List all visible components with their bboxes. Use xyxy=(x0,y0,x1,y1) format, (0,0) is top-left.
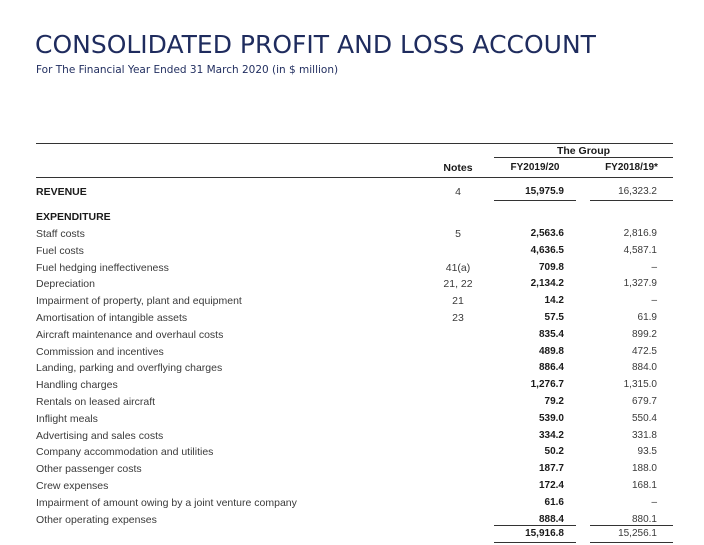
line-item-current: 4,636.5 xyxy=(530,245,564,256)
line-item-label: Fuel costs xyxy=(36,245,84,257)
line-item-note: 21 xyxy=(452,295,464,307)
line-item-current: 334.2 xyxy=(538,430,564,441)
previous-year-column-header: FY2018/19* xyxy=(605,162,658,173)
line-item-previous: 188.0 xyxy=(631,463,657,474)
revenue-underline-current xyxy=(494,200,576,201)
total-bottom-rule-current xyxy=(494,542,576,543)
line-item-current: 539.0 xyxy=(538,413,564,424)
line-item-previous: 331.8 xyxy=(631,430,657,441)
line-item-previous: 472.5 xyxy=(631,346,657,357)
line-item-current: 61.6 xyxy=(544,497,564,508)
line-item-current: 1,276.7 xyxy=(530,379,564,390)
line-item-current: 57.5 xyxy=(544,312,564,323)
revenue-note: 4 xyxy=(455,186,461,198)
line-item-current: 50.2 xyxy=(544,446,564,457)
page-title: CONSOLIDATED PROFIT AND LOSS ACCOUNT xyxy=(35,30,596,59)
total-top-rule-previous xyxy=(590,525,673,526)
line-item-current: 888.4 xyxy=(538,514,564,525)
revenue-underline-previous xyxy=(590,200,673,201)
line-item-current: 835.4 xyxy=(538,329,564,340)
current-year-column-header: FY2019/20 xyxy=(510,162,560,173)
line-item-label: Inflight meals xyxy=(36,413,98,425)
line-item-current: 2,563.6 xyxy=(530,228,564,239)
line-item-label: Handling charges xyxy=(36,379,118,391)
total-top-rule-current xyxy=(494,525,576,526)
total-current: 15,916.8 xyxy=(525,528,564,539)
revenue-label: REVENUE xyxy=(36,186,87,198)
line-item-previous: 61.9 xyxy=(637,312,657,323)
line-item-previous: – xyxy=(651,497,657,508)
line-item-label: Crew expenses xyxy=(36,480,109,492)
line-item-label: Commission and incentives xyxy=(36,346,164,358)
column-header-rule xyxy=(36,177,673,178)
line-item-previous: 899.2 xyxy=(631,329,657,340)
line-item-previous: 550.4 xyxy=(631,413,657,424)
group-header-rule xyxy=(494,157,673,158)
line-item-label: Amortisation of intangible assets xyxy=(36,312,188,324)
line-item-label: Depreciation xyxy=(36,278,95,290)
line-item-previous: 884.0 xyxy=(631,362,657,373)
line-item-previous: 93.5 xyxy=(637,446,657,457)
line-item-label: Impairment of property, plant and equipment xyxy=(36,295,242,307)
total-previous: 15,256.1 xyxy=(618,528,657,539)
group-column-header: The Group xyxy=(556,145,611,157)
notes-column-header: Notes xyxy=(443,162,473,174)
line-item-previous: 880.1 xyxy=(631,514,657,525)
line-item-previous: 4,587.1 xyxy=(623,245,657,256)
line-item-current: 709.8 xyxy=(538,262,564,273)
table-top-rule xyxy=(36,143,673,144)
line-item-previous: 679.7 xyxy=(631,396,657,407)
line-item-previous: 1,315.0 xyxy=(623,379,657,390)
page-subtitle: For The Financial Year Ended 31 March 2020 (in $ million) xyxy=(36,64,339,76)
line-item-label: Company accommodation and utilities xyxy=(36,446,214,458)
line-item-previous: 1,327.9 xyxy=(623,278,657,289)
line-item-note: 5 xyxy=(455,228,461,240)
line-item-current: 187.7 xyxy=(538,463,564,474)
line-item-note: 21, 22 xyxy=(443,278,473,290)
line-item-label: Fuel hedging ineffectiveness xyxy=(36,262,169,274)
line-item-label: Advertising and sales costs xyxy=(36,430,164,442)
line-item-label: Impairment of amount owing by a joint venture company xyxy=(36,497,297,509)
line-item-previous: 2,816.9 xyxy=(623,228,657,239)
line-item-current: 172.4 xyxy=(538,480,564,491)
line-item-current: 489.8 xyxy=(538,346,564,357)
line-item-previous: 168.1 xyxy=(631,480,657,491)
line-item-label: Aircraft maintenance and overhaul costs xyxy=(36,329,224,341)
line-item-current: 79.2 xyxy=(544,396,564,407)
line-item-label: Other operating expenses xyxy=(36,514,157,526)
line-item-label: Other passenger costs xyxy=(36,463,142,475)
line-item-note: 41(a) xyxy=(445,262,471,274)
revenue-previous: 16,323.2 xyxy=(618,186,657,197)
line-item-current: 14.2 xyxy=(544,295,564,306)
line-item-label: Rentals on leased aircraft xyxy=(36,396,156,408)
line-item-previous: – xyxy=(651,262,657,273)
total-bottom-rule-previous xyxy=(590,542,673,543)
line-item-label: Landing, parking and overflying charges xyxy=(36,362,223,374)
line-item-current: 2,134.2 xyxy=(530,278,564,289)
line-item-label: Staff costs xyxy=(36,228,85,240)
revenue-current: 15,975.9 xyxy=(525,186,564,197)
line-item-current: 886.4 xyxy=(538,362,564,373)
expenditure-heading: EXPENDITURE xyxy=(36,211,111,223)
line-item-previous: – xyxy=(651,295,657,306)
line-item-note: 23 xyxy=(452,312,464,324)
